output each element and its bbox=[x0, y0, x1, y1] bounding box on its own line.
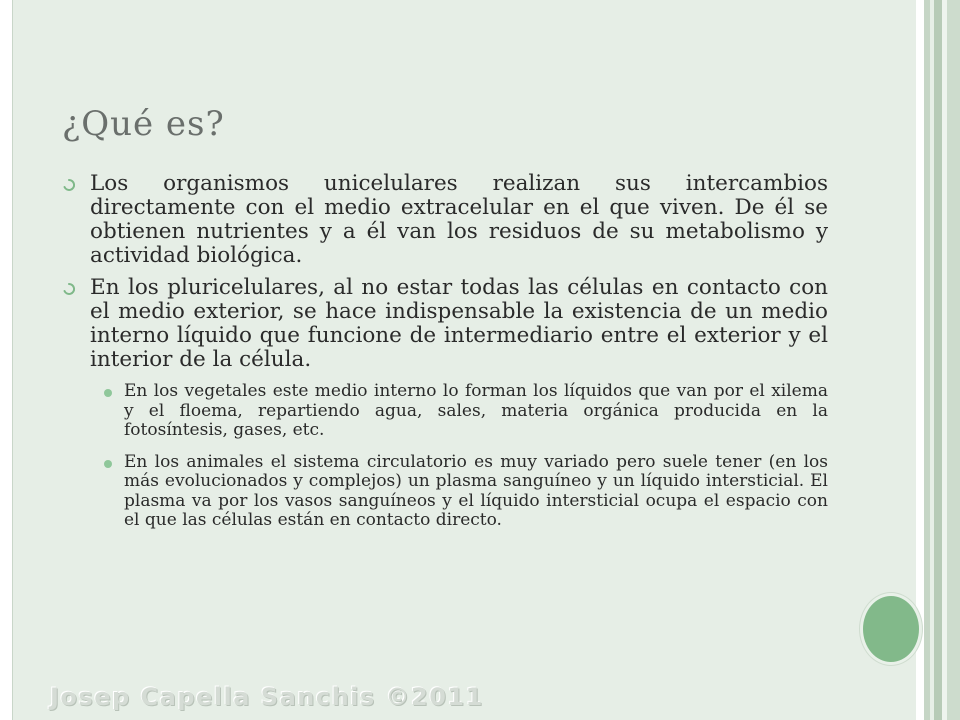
sub-bullet-item bbox=[92, 453, 828, 531]
slide-content bbox=[62, 172, 828, 543]
decorative-circle bbox=[860, 593, 922, 665]
swirl-bullet-icon bbox=[62, 178, 76, 192]
right-decorative-stripes bbox=[916, 0, 960, 720]
sub-bullet-list bbox=[92, 382, 828, 531]
sub-bullet-text: En los vegetales este medio interno lo forman los líquidos que van por el xilema y el floema, repartiendo agua, sales, materia orgánica producida en la fotosíntesis, gases, etc. bbox=[124, 381, 828, 440]
swirl-bullet-icon bbox=[62, 282, 76, 296]
bullet-item bbox=[62, 276, 828, 372]
bullet-text: En los pluricelulares, al no estar todas las células en contacto con el medio exterior, se hace indispensable la existencia de un medio interno líquido que funcione de intermediario entre el exterior y el interior de la célula. bbox=[90, 275, 828, 372]
dot-bullet-icon bbox=[104, 389, 112, 397]
bullet-text: Los organismos unicelulares realizan sus intercambios directamente con el medio extracelular en el que viven. De él se obtienen nutrientes y a él van los residuos de su metabolismo y actividad biológica. bbox=[90, 171, 828, 268]
sub-bullet-text: En los animales el sistema circulatorio es muy variado pero suele tener (en los más evolucionados y complejos) un plasma sanguíneo y un líquido intersticial. El plasma va por los vasos sanguíneos y el líquido intersticial ocupa el espacio con el que las células están en contacto directo. bbox=[124, 451, 828, 530]
sub-bullet-item bbox=[92, 382, 828, 441]
bullet-item bbox=[62, 172, 828, 268]
slide-title: ¿Qué es? bbox=[62, 104, 225, 144]
author-watermark: Josep Capella Sanchis ©2011 bbox=[50, 683, 484, 711]
dot-bullet-icon bbox=[104, 460, 112, 468]
